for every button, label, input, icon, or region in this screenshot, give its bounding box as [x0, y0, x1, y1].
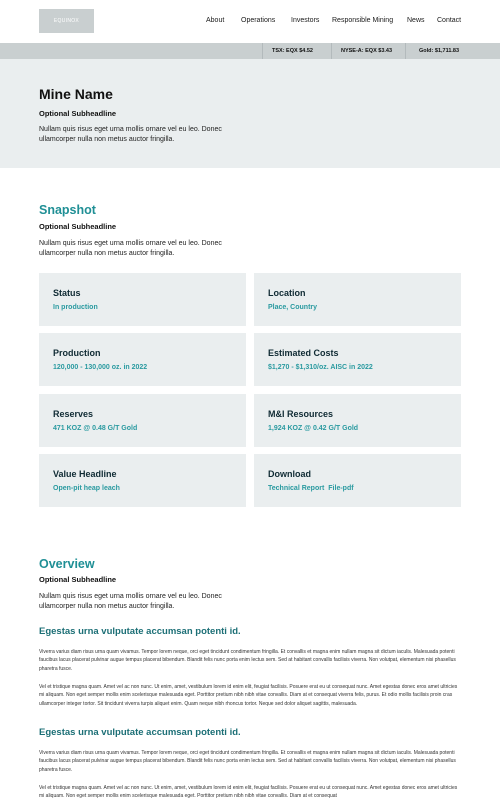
overview-title: Overview — [39, 557, 95, 571]
card-title: M&I Resources — [268, 409, 334, 419]
article-paragraph: Viverra varius diam risus urna quam vivamus. Tempor lorem neque, orci eget tincidunt condimentum fringilla. Et convallis et magna enim nullam magna sit dictum iaculis. Malesuada potenti faucibus lacus placerat pulvinar augue tempus placerat bibendum. Blandit felis nunc porta enim lectus sem. Sed at habitant convallis facilisis viverra. Non volutpat, elementum nisi phasellus pharetra fusce. — [39, 649, 456, 672]
page-title: Mine Name — [39, 86, 113, 102]
technical-report-link[interactable]: Technical Report — [268, 485, 325, 492]
card-production — [39, 333, 246, 386]
snapshot-subheadline: Optional Subheadline — [39, 222, 117, 231]
card-title: Estimated Costs — [268, 348, 339, 358]
nav-investors[interactable]: Investors — [291, 17, 320, 24]
article-heading: Egestas urna vulputate accumsan potenti id. — [39, 727, 241, 738]
card-value: $1,270 - $1,310/oz. AISC in 2022 — [268, 364, 373, 371]
card-title: Production — [53, 348, 101, 358]
card-title: Value Headline — [53, 469, 117, 479]
site-header — [0, 0, 500, 43]
card-status — [39, 273, 246, 326]
nav-about[interactable]: About — [206, 17, 225, 24]
ticker-divider — [331, 43, 332, 59]
card-value: In production — [53, 304, 98, 311]
ticker-tsx: TSX: EQX $4.52 — [272, 48, 313, 54]
nav-contact[interactable]: Contact — [437, 17, 462, 24]
card-mi-resources — [254, 394, 461, 447]
card-estimated-costs — [254, 333, 461, 386]
card-value: Place, Country — [268, 304, 318, 311]
article-paragraph: Viverra varius diam risus urna quam vivamus. Tempor lorem neque, orci eget tincidunt condimentum fringilla. Et convallis et magna enim nullam magna sit dictum iaculis. Malesuada potenti faucibus lacus placerat pulvinar augue tempus placerat bibendum. Blandit felis nunc porta enim lectus sem. Sed at habitant convallis facilisis viverra. Non volutpat, elementum nisi phasellus pharetra fusce. — [39, 750, 456, 773]
logo[interactable]: EQUINOX — [39, 9, 94, 33]
ticker-divider — [262, 43, 263, 59]
stock-ticker — [0, 43, 500, 59]
card-title: Download — [268, 469, 311, 479]
card-value: 471 KOZ @ 0.48 G/T Gold — [53, 425, 138, 432]
ticker-nyse: NYSE-A: EQX $3.43 — [341, 48, 393, 54]
card-value-headline — [39, 454, 246, 507]
nav-news[interactable]: News — [407, 17, 425, 24]
snapshot-title: Snapshot — [39, 203, 96, 217]
file-pdf-icon: File-pdf — [328, 485, 354, 492]
download-link[interactable] — [268, 485, 354, 492]
ticker-gold: Gold: $1,711.83 — [419, 48, 460, 54]
hero-description: Nullam quis risus eget urna mollis ornare vel eu leo. Donec ullamcorper nulla non metus auctor fringilla. — [39, 126, 222, 143]
overview-description: Nullam quis risus eget urna mollis ornare vel eu leo. Donec ullamcorper nulla non metus auctor fringilla. — [39, 593, 222, 610]
article-paragraph: Vel et tristique magna quam. Amet vel ac non nunc. Ut enim, amet, vestibulum lorem id enim elit, feugiat facilisis. Posuere erat eu ut consequat nunc. Amet egestas donec eros amet ultricies mi aliquam. Non eget semper mollis enim scelerisque malesuada eget. Porttitor pretium nibh nibh vitae convallis. Diam at et consequat viverra felis, purus. Et odio mollis facilisis proin cras ullamcorper integer tortor. Sit tincidunt viverra turpis aliquet enim. Quam neque nibh rhoncus tortor. Neque sed dolor aliquet sagittis, malesuada. — [39, 684, 458, 707]
card-location — [254, 273, 461, 326]
card-value: 120,000 - 130,000 oz. in 2022 — [53, 364, 148, 371]
card-title: Status — [53, 288, 81, 298]
article-heading: Egestas urna vulputate accumsan potenti id. — [39, 626, 241, 637]
card-download[interactable] — [254, 454, 461, 507]
snapshot-description: Nullam quis risus eget urna mollis ornare vel eu leo. Donec ullamcorper nulla non metus auctor fringilla. — [39, 240, 222, 257]
card-title: Reserves — [53, 409, 94, 419]
overview-subheadline: Optional Subheadline — [39, 575, 117, 584]
card-reserves — [39, 394, 246, 447]
hero-section — [0, 59, 500, 168]
card-value: Open-pit heap leach — [53, 485, 120, 492]
nav-responsible-mining[interactable]: Responsible Mining — [332, 17, 394, 24]
nav-operations[interactable]: Operations — [241, 17, 276, 24]
article-paragraph: Vel et tristique magna quam. Amet vel ac non nunc. Ut enim, amet, vestibulum lorem id enim elit, feugiat facilisis. Posuere erat eu ut consequat nunc. Amet egestas donec eros amet ultricies mi aliquam. Non eget semper mollis enim scelerisque malesuada eget. Porttitor pretium nibh nibh vitae convallis. Diam at et consequat — [39, 785, 458, 800]
ticker-divider — [405, 43, 406, 59]
main-nav — [0, 17, 500, 27]
hero-subheadline: Optional Subheadline — [39, 109, 117, 118]
card-value: 1,924 KOZ @ 0.42 G/T Gold — [268, 425, 359, 432]
card-title: Location — [268, 288, 306, 298]
